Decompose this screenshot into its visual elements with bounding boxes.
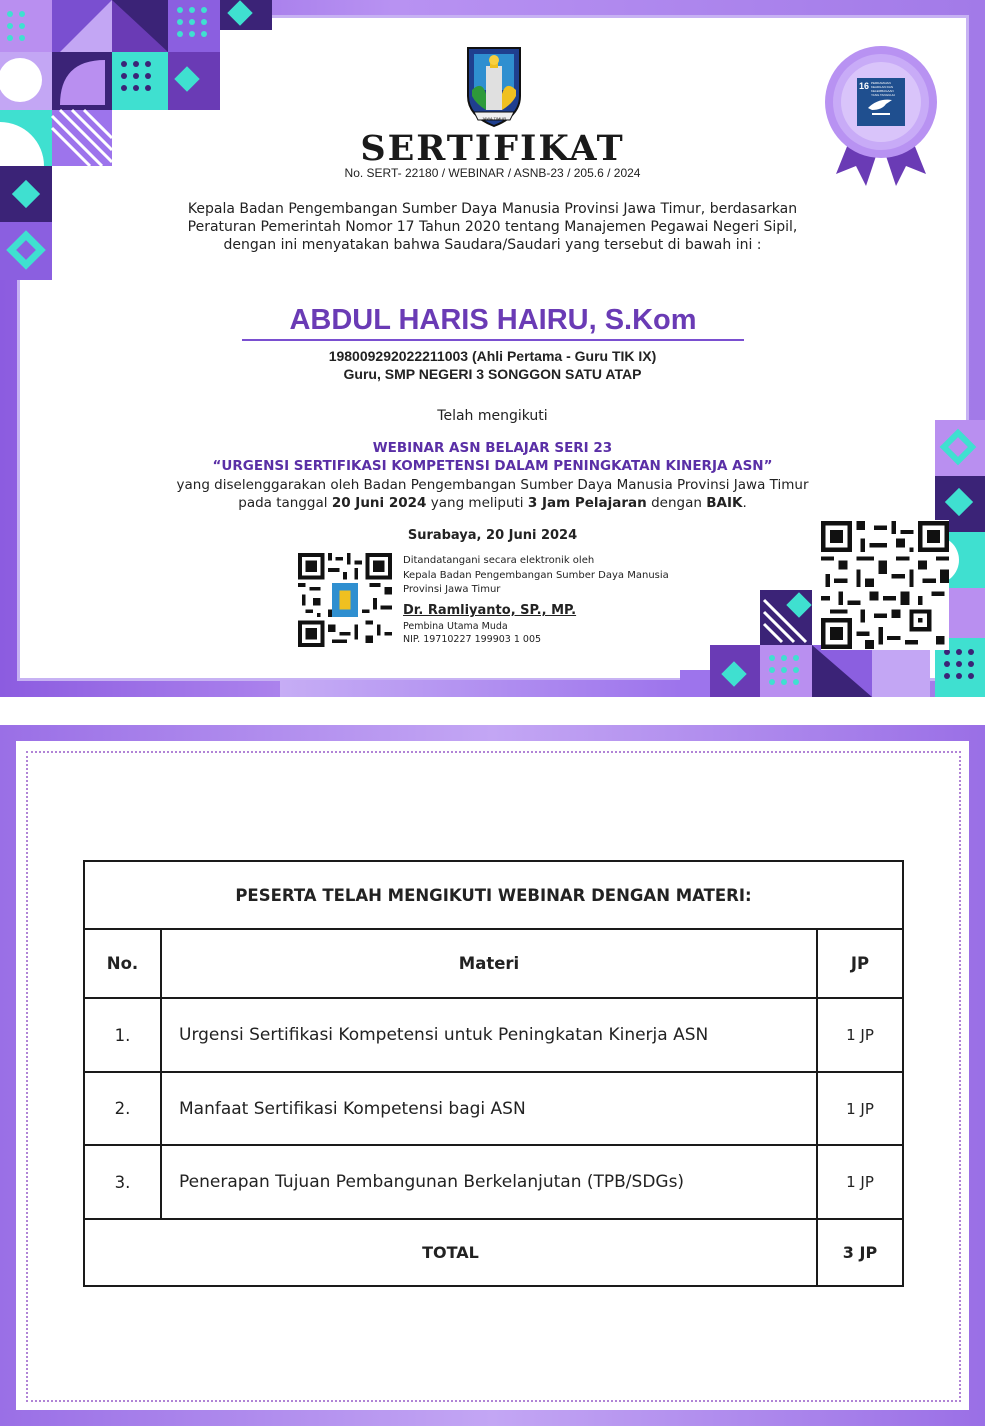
organizer-line: yang diselenggarakan oleh Badan Pengembangan Sumber Daya Manusia Provinsi Jawa Timur	[176, 477, 809, 493]
row-jp: 1 JP	[817, 1072, 903, 1145]
attended-label: Telah mengikuti	[437, 408, 548, 424]
certificate-back	[0, 725, 985, 1426]
total-row	[84, 1219, 903, 1286]
event-name: WEBINAR ASN BELAJAR SERI 23	[372, 440, 613, 456]
materials-table	[83, 860, 904, 1287]
event-date: 20 Juni 2024	[331, 495, 427, 511]
date-mid: yang meliputi	[430, 495, 524, 511]
total-value: 3 JP	[817, 1219, 903, 1286]
table-row	[84, 998, 903, 1072]
sdg-rosette	[822, 44, 940, 189]
col-header-materi: Materi	[161, 929, 817, 998]
table-row	[84, 1072, 903, 1145]
bottom-bar	[280, 680, 680, 697]
recipient-name: ABDUL HARIS HAIRU, S.Kom	[242, 304, 744, 341]
col-header-jp: JP	[817, 929, 903, 998]
row-materi: Penerapan Tujuan Pembangunan Berkelanjutan (TPB/SDGs)	[161, 1145, 817, 1219]
certificate-title: SERTIFIKAT	[360, 128, 625, 169]
row-no: 3.	[84, 1145, 161, 1219]
row-no: 1.	[84, 998, 161, 1072]
recipient-id: 198009292022211003 (Ahli Pertama - Guru TIK IX)	[328, 348, 657, 364]
signer-name: Dr. Ramliyanto, SP., MP.	[403, 603, 577, 618]
event-hours: 3 Jam Pelajaran	[527, 495, 647, 511]
signed-text	[403, 554, 669, 598]
signed-line: Provinsi Jawa Timur	[403, 584, 501, 595]
certificate-number: No. SERT- 22180 / WEBINAR / ASNB-23 / 205.6 / 2024	[344, 166, 641, 180]
page-gap	[0, 697, 985, 725]
total-label: TOTAL	[84, 1219, 817, 1286]
col-header-no: No.	[84, 929, 161, 998]
row-jp: 1 JP	[817, 998, 903, 1072]
row-no: 2.	[84, 1072, 161, 1145]
certificate-front	[0, 0, 985, 697]
row-materi: Manfaat Sertifikasi Kompetensi bagi ASN	[161, 1072, 817, 1145]
intro-line: dengan ini menyatakan bahwa Saudara/Saudari yang tersebut di bawah ini :	[223, 237, 762, 253]
verification-qr-code[interactable]	[821, 520, 949, 650]
signer-nip: NIP. 19710227 199903 1 005	[403, 634, 542, 645]
signed-line: Kepala Badan Pengembangan Sumber Daya Manusia	[403, 569, 669, 581]
intro-line: Kepala Badan Pengembangan Sumber Daya Manusia Provinsi Jawa Timur, berdasarkan	[187, 201, 798, 217]
date-pre: pada tanggal	[238, 495, 328, 511]
sdg-number: 16	[859, 81, 870, 91]
row-materi: Urgensi Sertifikasi Kompetensi untuk Peningkatan Kinerja ASN	[161, 998, 817, 1072]
row-jp: 1 JP	[817, 1145, 903, 1219]
materials-heading: PESERTA TELAH MENGIKUTI WEBINAR DENGAN MATERI:	[84, 861, 903, 929]
grade-pre: dengan	[651, 495, 702, 511]
date-line: pada tanggal 20 Juni 2024 yang meliputi 3 Jam Pelajaran dengan BAIK.	[238, 495, 747, 511]
signed-line: Ditandatangani secara elektronik oleh	[403, 555, 595, 566]
intro-line: Peraturan Pemerintah Nomor 17 Tahun 2020 tentang Manajemen Pegawai Negeri Sipil,	[187, 219, 798, 235]
intro-text	[0, 200, 985, 254]
table-row	[84, 1145, 903, 1219]
signature-qr-code[interactable]	[298, 553, 392, 647]
recipient-position: Guru, SMP NEGERI 3 SONGGON SATU ATAP	[343, 366, 642, 382]
event-theme: “URGENSI SERTIFIKASI KOMPETENSI DALAM PENINGKATAN KINERJA ASN”	[212, 458, 773, 474]
logo-caption: JAWA TIMUR	[481, 116, 507, 121]
signer-rank: Pembina Utama Muda	[403, 621, 508, 632]
place-date: Surabaya, 20 Juni 2024	[407, 528, 578, 543]
grade: BAIK	[706, 495, 743, 511]
sdg-text: PERDAMAIAN KEADILAN DAN KELEMBAGAAN YANG TANGGUH	[871, 81, 895, 97]
